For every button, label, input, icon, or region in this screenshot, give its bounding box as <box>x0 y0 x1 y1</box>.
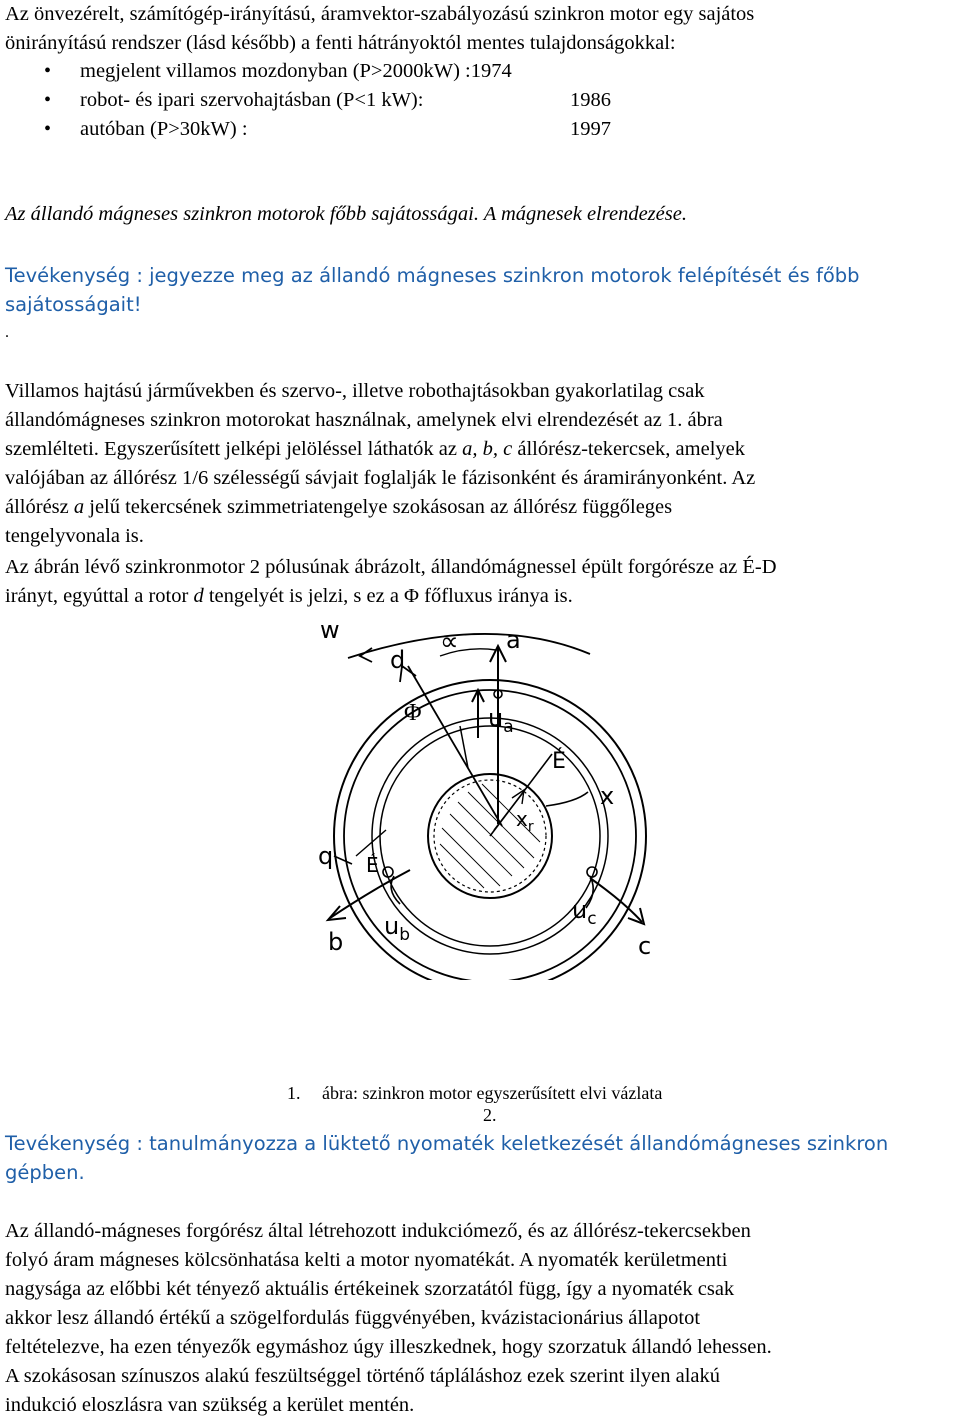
label-q: q <box>318 842 334 870</box>
label-x: x <box>600 782 615 810</box>
label-d: d <box>390 646 406 674</box>
para-3-line-7: indukció eloszlásra van szükség a kerület mentén. <box>5 1394 415 1416</box>
para-3-line-6: A szokásosan színuszos alakú feszültséggel történő tápláláshoz ezek szerint ilyen alakú <box>5 1365 720 1387</box>
x-leader <box>546 792 588 806</box>
bullet-text: robot- és ipari szervohajtásban (P<1 kW): <box>80 89 424 111</box>
activity-2-line-1: Tevékenység : tanulmányozza a lüktető nyomaték keletkezését állandómágneses szinkron <box>5 1132 889 1155</box>
para-1-line-4: valójában az állórész 1/6 szélességű sávjait foglalják le fázisonként és áramirányonként. Az <box>5 467 756 489</box>
label-alpha: ∝ <box>440 627 459 657</box>
ub-arrow <box>391 876 400 904</box>
figure-caption-text: ábra: szinkron motor egyszerűsített elvi vázlata <box>322 1083 663 1103</box>
para-1-line-1: Villamos hajtású járművekben és szervo-, illetve robothajtásokban gyakorlatilag csak <box>5 380 705 402</box>
bullet-year: 1997 <box>570 118 611 140</box>
label-xr: $x_r$ <box>516 807 534 835</box>
label-uc: $u_c$ <box>572 896 597 929</box>
para-3-line-3: nagysága az előbbi két tényező aktuális értékeinek szorzatától függ, így a nyomaték csak <box>5 1278 735 1300</box>
label-b: b <box>328 928 344 956</box>
activity-2-line-2: gépben. <box>5 1161 85 1184</box>
para-3-line-2: folyó áram mágneses kölcsönhatása kelti a motor nyomatékát. A nyomaték kerületmenti <box>5 1249 728 1271</box>
figure-caption-number: 1. <box>287 1083 301 1103</box>
activity-1-line-2: sajátosságait! <box>5 293 142 316</box>
bullet-dot-icon: • <box>44 60 52 82</box>
bullet-dot-icon: • <box>44 118 52 140</box>
bullet-year: 1986 <box>570 89 611 111</box>
para-3-line-4: akkor lesz állandó értékű a szögelfordulás függvényében, kvázistacionárius állapotot <box>5 1307 701 1329</box>
para-3-line-5: feltételezve, ha ezen tényezők egymáshoz úgy illeszkednek, hogy szorzatuk állandó lehessen. <box>5 1336 772 1358</box>
label-ub: $u_b$ <box>384 912 411 945</box>
para-2-line-2: irányt, egyúttal a rotor d tengelyét is jelzi, s ez a Φ főfluxus iránya is. <box>5 585 573 607</box>
activity-1-line-1: Tevékenység : jegyezze meg az állandó mágneses szinkron motorok felépítését és főbb <box>5 264 860 287</box>
bullet-text: megjelent villamos mozdonyban (P>2000kW) :1974 <box>80 60 512 82</box>
para-1-line-5: állórész a jelű tekercsének szimmetriatengelye szokásosan az állórész függőleges <box>5 496 673 518</box>
motor-schematic-figure <box>290 618 670 980</box>
label-e-left: É <box>366 853 379 877</box>
para-2-line-1: Az ábrán lévő szinkronmotor 2 pólusúnak ábrázolt, állandómágnessel épült forgórésze az É-D <box>5 556 777 578</box>
figure-caption-number-2: 2. <box>483 1105 497 1125</box>
label-w: w <box>320 618 340 644</box>
label-e-top: É <box>552 749 566 774</box>
stray-dot: . <box>5 324 9 341</box>
label-ua: $u_a$ <box>488 704 514 737</box>
para-1-line-6: tengelyvonala is. <box>5 525 144 547</box>
para-3-line-1: Az állandó-mágneses forgórész által létrehozott indukciómező, és az állórész-tekercsekben <box>5 1220 751 1242</box>
label-a: a <box>506 626 521 654</box>
intro-line-2: önirányítású rendszer (lásd később) a fenti hátrányoktól mentes tulajdonságokkal: <box>5 32 676 54</box>
intro-line-1: Az önvezérelt, számítógép-irányítású, áramvektor-szabályozású szinkron motor egy sajátos <box>5 3 755 25</box>
para-1-line-2: állandómágneses szinkron motorokat használnak, amelynek elvi elrendezését az 1. ábra <box>5 409 723 431</box>
c-coil-arrow <box>590 878 642 922</box>
arc-arrowhead-icon <box>360 648 372 662</box>
para-1-line-3: szemlélteti. Egyszerűsített jelképi jelöléssel láthatók az a, b, c állórész-tekercsek, amelyek <box>5 438 745 460</box>
label-phi: Φ <box>404 700 422 726</box>
bullet-text: autóban (P>30kW) : <box>80 118 248 140</box>
top-arc <box>348 634 590 658</box>
label-c: c <box>638 932 652 960</box>
bullet-dot-icon: • <box>44 89 52 111</box>
section-title: Az állandó mágneses szinkron motorok főbb sajátosságai. A mágnesek elrendezése. <box>5 203 687 225</box>
